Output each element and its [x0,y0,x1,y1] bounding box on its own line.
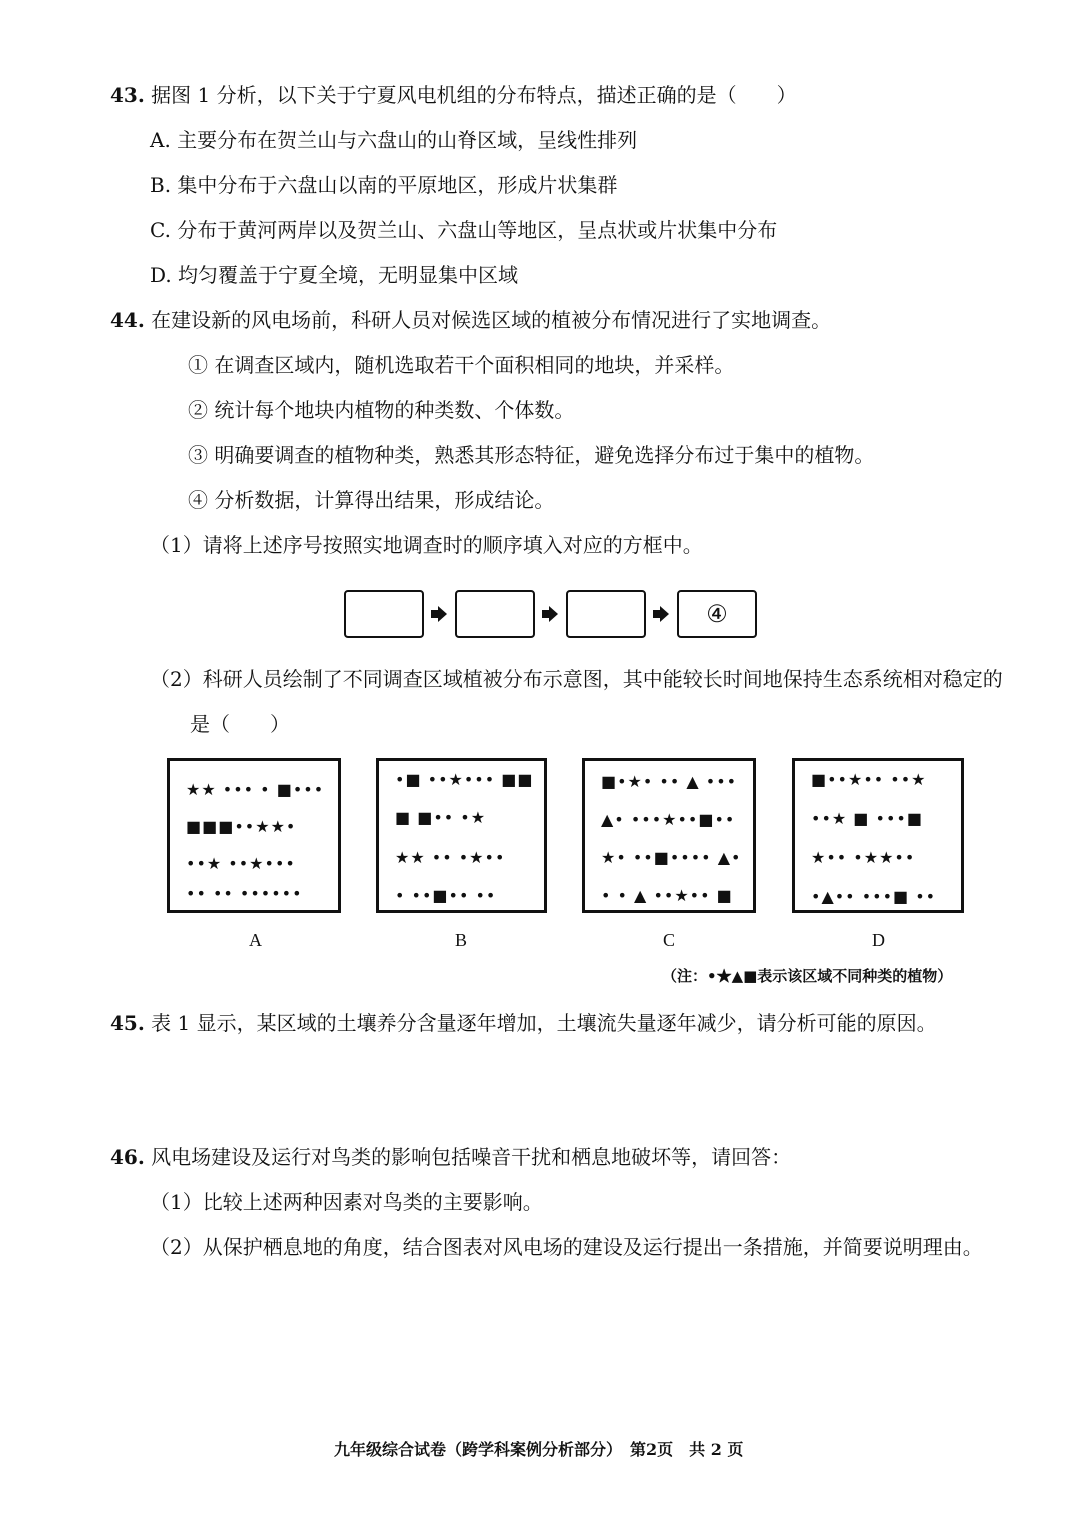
arrow-right-icon [652,605,670,623]
sequence-box-4: ④ [677,590,757,638]
panel-c-row-2: ▲• •••★••■•• [601,810,736,829]
panel-d-row-3: ★•• •★★•• [811,848,916,867]
panel-a-row-1: ★★ ••• • ■••• [186,780,325,799]
panel-a-row-4: •• •• •••••• [186,884,303,903]
vegetation-panel-a[interactable] [167,758,341,913]
q44-step-4: ④ 分析数据，计算得出结果，形成结论。 [188,488,555,512]
q44-stem-text: 在建设新的风电场前，科研人员对候选区域的植被分布情况进行了实地调查。 [151,308,832,332]
q45-stem [110,1010,937,1036]
q44-part2-line2: 是（ ） [190,712,290,736]
panel-a-row-3: ••★ ••★••• [186,854,296,873]
q44-step-3: ③ 明确要调查的植物种类，熟悉其形态特征，避免选择分布过于集中的植物。 [188,443,875,467]
vegetation-panel-c[interactable] [582,758,756,913]
panel-b-label: B [455,930,468,950]
panel-b-row-1: •■ ••★••• ■■ [395,770,534,789]
vegetation-panel-d[interactable] [792,758,964,913]
q44-step-2: ② 统计每个地块内植物的种类数、个体数。 [188,398,575,422]
panel-legend-note: （注：•★▲■表示该区域不同种类的植物） [662,967,953,985]
q44-stem [110,307,831,333]
page-footer: 九年级综合试卷（跨学科案例分析部分） 第2页 共 2 页 [334,1440,744,1459]
q43-option-a: A. 主要分布在贺兰山与六盘山的山脊区域，呈线性排列 [150,128,638,152]
panel-b-row-3: ★★ •• •★•• [395,848,506,867]
sequence-box-2[interactable] [455,590,535,638]
vegetation-panel-b[interactable] [376,758,547,913]
q46-part2: （2）从保护栖息地的角度，结合图表对风电场的建设及运行提出一条措施，并简要说明理由。 [150,1235,983,1259]
panel-a-row-2: ■■■••★★• [186,817,297,836]
sequence-box-3[interactable] [566,590,646,638]
q43-option-d: D. 均匀覆盖于宁夏全境，无明显集中区域 [150,263,519,287]
q45-stem-text: 表 1 显示，某区域的土壤养分含量逐年增加，土壤流失量逐年减少，请分析可能的原因。 [151,1011,937,1035]
q44-part2-line1: （2）科研人员绘制了不同调查区域植被分布示意图，其中能较长时间地保持生态系统相对稳定的 [150,667,1003,691]
panel-c-label: C [663,930,676,950]
panel-b-row-2: ■ ■•• •★ [395,808,487,827]
q43-stem-text: 据图 1 分析，以下关于宁夏风电机组的分布特点，描述正确的是（ ） [151,83,797,107]
panel-c-row-1: ■•★• •• ▲ ••• [601,772,738,791]
panel-c-row-4: • • ▲ ••★•• ■ [601,886,733,905]
q46-stem-text: 风电场建设及运行对鸟类的影响包括噪音干扰和栖息地破坏等，请回答： [151,1145,792,1169]
q45-number: 45. [110,1011,145,1035]
q43-stem [110,82,797,108]
arrow-right-icon [430,605,448,623]
q44-part1: （1）请将上述序号按照实地调查时的顺序填入对应的方框中。 [150,533,703,557]
panel-d-row-1: ■••★•• ••★ [811,770,927,789]
q46-number: 46. [110,1145,145,1169]
panel-c-row-3: ★• ••■•••• ▲• [601,848,742,867]
q43-option-c: C. 分布于黄河两岸以及贺兰山、六盘山等地区，呈点状或片状集中分布 [150,218,778,242]
q46-stem [110,1144,791,1170]
panel-a-label: A [249,930,262,950]
sequence-box-1[interactable] [344,590,424,638]
q44-number: 44. [110,308,145,332]
arrow-right-icon [541,605,559,623]
panel-d-label: D [872,930,885,950]
q43-option-b: B. 集中分布于六盘山以南的平原地区，形成片状集群 [150,173,618,197]
panel-d-row-4: •▲•• •••■ •• [811,887,937,906]
q43-number: 43. [110,83,145,107]
panel-b-row-4: • ••■•• •• [395,886,497,905]
panel-d-row-2: ••★ ■ •••■ [811,809,923,828]
q44-step-1: ① 在调查区域内，随机选取若干个面积相同的地块，并采样。 [188,353,735,377]
q46-part1: （1）比较上述两种因素对鸟类的主要影响。 [150,1190,543,1214]
